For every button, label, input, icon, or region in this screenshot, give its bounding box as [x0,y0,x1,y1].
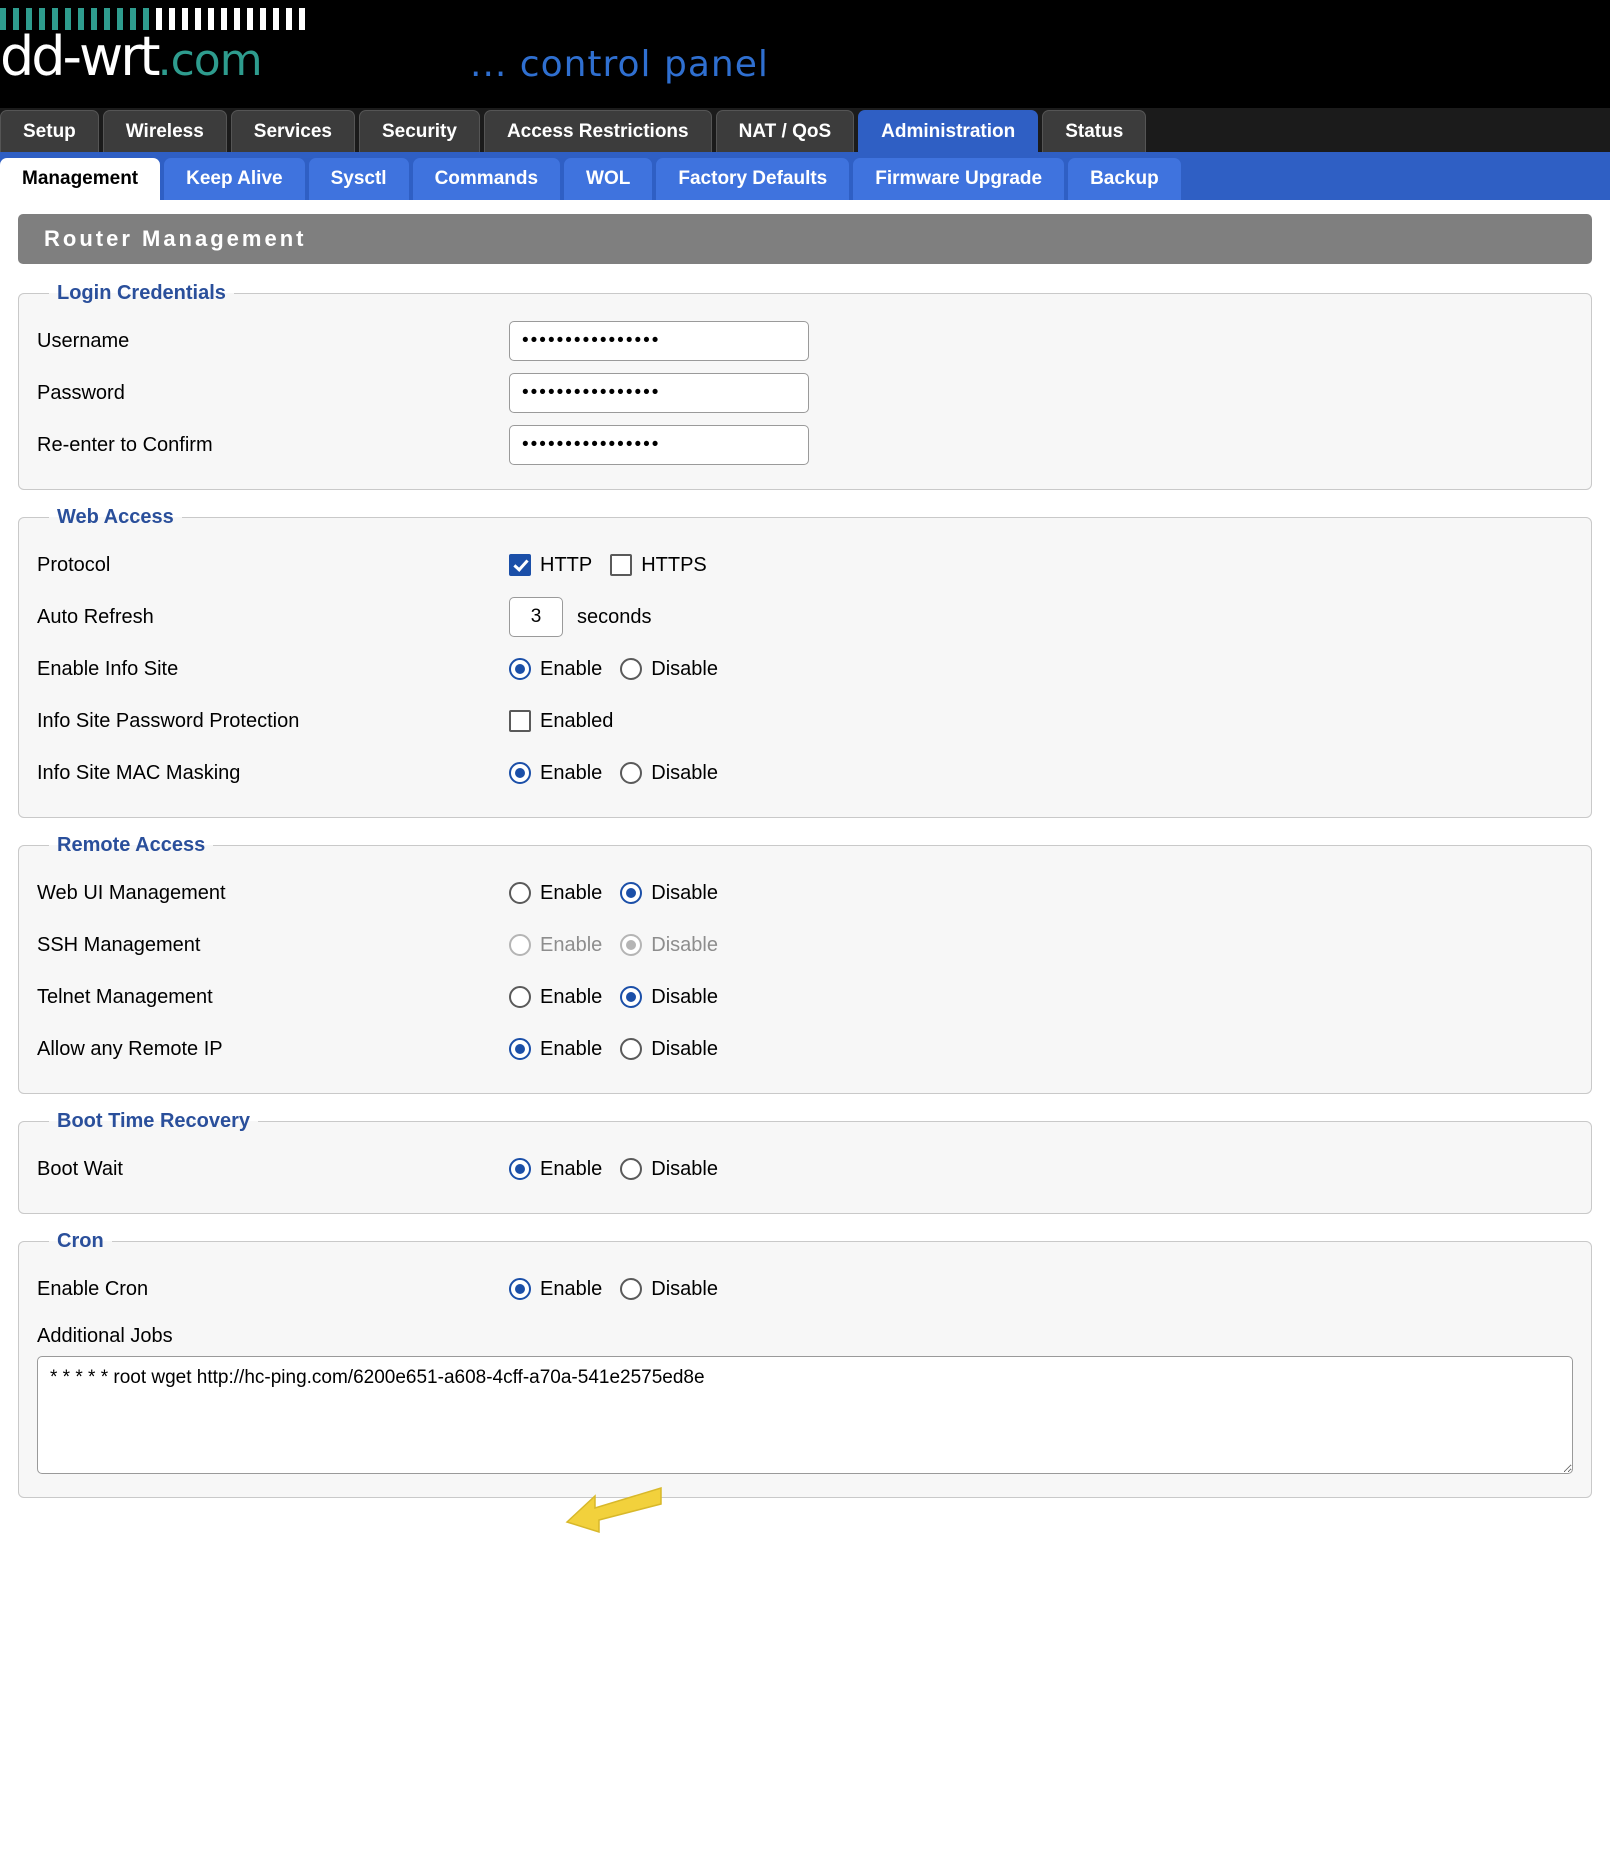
option-label-disable: Disable [651,933,718,956]
enable-info-site-label: Enable Info Site [37,657,179,680]
confirm-password-label: Re-enter to Confirm [37,433,213,456]
radio-icon [509,1038,531,1060]
option-label-disable: Disable [651,1277,718,1300]
tab-commands[interactable]: Commands [413,158,560,200]
radio-icon [509,658,531,680]
row-confirm-password [37,419,1573,471]
option-label-disable: Disable [651,1037,718,1060]
nav-item-security[interactable]: Security [359,110,480,152]
tab-firmware-upgrade[interactable]: Firmware Upgrade [853,158,1064,200]
protocol-https-checkbox[interactable] [610,554,707,577]
tab-sysctl[interactable]: Sysctl [309,158,409,200]
row-auto-refresh [37,591,1573,643]
logo-suffix: .com [157,35,262,86]
option-label-enable: Enable [540,1157,603,1180]
radio-icon [620,882,642,904]
allow-any-remote-ip-radio-enable[interactable] [509,1038,602,1061]
main-content [0,200,1610,1554]
enable-info-site-radio-enable[interactable] [509,658,602,681]
tab-wol[interactable]: WOL [564,158,652,200]
option-label-disable: Disable [651,657,718,680]
radio-icon [509,882,531,904]
site-logo [0,25,262,88]
row-info-site-mac-masking [37,747,1573,799]
radio-icon [620,934,642,956]
boot-wait-radio-disable[interactable] [620,1158,718,1181]
tab-backup[interactable]: Backup [1068,158,1181,200]
row-ssh-management [37,919,1573,971]
checkbox-icon [610,554,632,576]
option-label-disable: Disable [651,881,718,904]
auto-refresh-unit: seconds [577,605,652,628]
additional-jobs-textarea[interactable] [37,1356,1573,1474]
section-login-credentials-legend: Login Credentials [57,282,226,304]
option-label-disable: Disable [651,985,718,1008]
section-remote-access-legend: Remote Access [57,834,206,856]
radio-icon [509,934,531,956]
info-site-mac-masking-radio-enable[interactable] [509,762,602,785]
radio-icon [620,1278,642,1300]
ssh-management-radio-enable[interactable] [509,934,602,957]
page-title: Router Management [18,214,1592,264]
confirm-password-input[interactable] [509,425,809,465]
option-label-enable: Enable [540,657,603,680]
nav-item-administration[interactable]: Administration [858,110,1038,152]
username-input[interactable] [509,321,809,361]
info-site-password-protection-checkbox[interactable] [509,710,613,733]
option-label-enable: Enable [540,933,603,956]
logo-main: dd-wrt [0,25,158,88]
ssh-management-radio-disable[interactable] [620,934,718,957]
section-remote-access [18,834,1592,1094]
radio-icon [620,762,642,784]
nav-item-setup[interactable]: Setup [0,110,99,152]
row-web-ui-management [37,867,1573,919]
telnet-management-label: Telnet Management [37,985,213,1008]
radio-icon [509,986,531,1008]
row-enable-info-site [37,643,1573,695]
row-telnet-management [37,971,1573,1023]
radio-icon [620,658,642,680]
tab-management[interactable]: Management [0,158,160,200]
row-info-site-password-protection [37,695,1573,747]
option-label-enable: Enable [540,1037,603,1060]
password-label: Password [37,381,125,404]
radio-icon [620,986,642,1008]
sub-navigation [0,152,1610,200]
section-boot-time-recovery [18,1110,1592,1214]
row-allow-any-remote-ip [37,1023,1573,1075]
main-navigation [0,108,1610,152]
header-tagline: ... control panel [470,44,769,85]
nav-item-status[interactable]: Status [1042,110,1146,152]
tab-keep-alive[interactable]: Keep Alive [164,158,304,200]
allow-any-remote-ip-radio-disable[interactable] [620,1038,718,1061]
option-label-enable: Enable [540,1277,603,1300]
protocol-http-label: HTTP [540,553,593,576]
nav-item-services[interactable]: Services [231,110,355,152]
option-label-enable: Enable [540,985,603,1008]
section-boot-time-recovery-legend: Boot Time Recovery [57,1110,251,1132]
info-site-mac-masking-radio-disable[interactable] [620,762,718,785]
allow-any-remote-ip-label: Allow any Remote IP [37,1037,223,1060]
section-cron [18,1230,1592,1498]
radio-icon [509,1278,531,1300]
row-protocol [37,539,1573,591]
web-ui-management-label: Web UI Management [37,881,226,904]
boot-wait-radio-enable[interactable] [509,1158,602,1181]
checkbox-icon [509,554,531,576]
protocol-https-label: HTTPS [641,553,707,576]
boot-wait-label: Boot Wait [37,1157,123,1180]
additional-jobs-label: Additional Jobs [37,1325,173,1347]
radio-icon [509,1158,531,1180]
page-header [0,0,1610,108]
protocol-http-checkbox[interactable] [509,554,592,577]
telnet-management-radio-disable[interactable] [620,986,718,1009]
row-username [37,315,1573,367]
section-login-credentials [18,282,1592,490]
radio-icon [620,1038,642,1060]
option-label-enable: Enable [540,761,603,784]
nav-item-nat-qos[interactable]: NAT / QoS [716,110,855,152]
web-ui-management-radio-disable[interactable] [620,882,718,905]
enable-cron-radio-disable[interactable] [620,1278,718,1301]
row-password [37,367,1573,419]
section-web-access [18,506,1592,818]
username-label: Username [37,329,130,352]
info-site-password-protection-option: Enabled [540,709,614,732]
protocol-label: Protocol [37,553,111,576]
tab-factory-defaults[interactable]: Factory Defaults [656,158,849,200]
row-enable-cron [37,1263,1573,1315]
ssh-management-label: SSH Management [37,933,201,956]
radio-icon [509,762,531,784]
enable-cron-radio-enable[interactable] [509,1278,602,1301]
enable-cron-label: Enable Cron [37,1277,149,1300]
checkbox-icon [509,710,531,732]
section-cron-legend: Cron [57,1230,104,1252]
option-label-enable: Enable [540,881,603,904]
telnet-management-radio-enable[interactable] [509,986,602,1009]
nav-item-access-restrictions[interactable]: Access Restrictions [484,110,712,152]
radio-icon [620,1158,642,1180]
info-site-password-protection-label: Info Site Password Protection [37,709,300,732]
nav-item-wireless[interactable]: Wireless [103,110,227,152]
auto-refresh-input[interactable] [509,597,563,637]
info-site-mac-masking-label: Info Site MAC Masking [37,761,241,784]
option-label-disable: Disable [651,1157,718,1180]
option-label-disable: Disable [651,761,718,784]
enable-info-site-radio-disable[interactable] [620,658,718,681]
password-input[interactable] [509,373,809,413]
auto-refresh-label: Auto Refresh [37,605,154,628]
row-boot-wait [37,1143,1573,1195]
web-ui-management-radio-enable[interactable] [509,882,602,905]
section-web-access-legend: Web Access [57,506,174,528]
